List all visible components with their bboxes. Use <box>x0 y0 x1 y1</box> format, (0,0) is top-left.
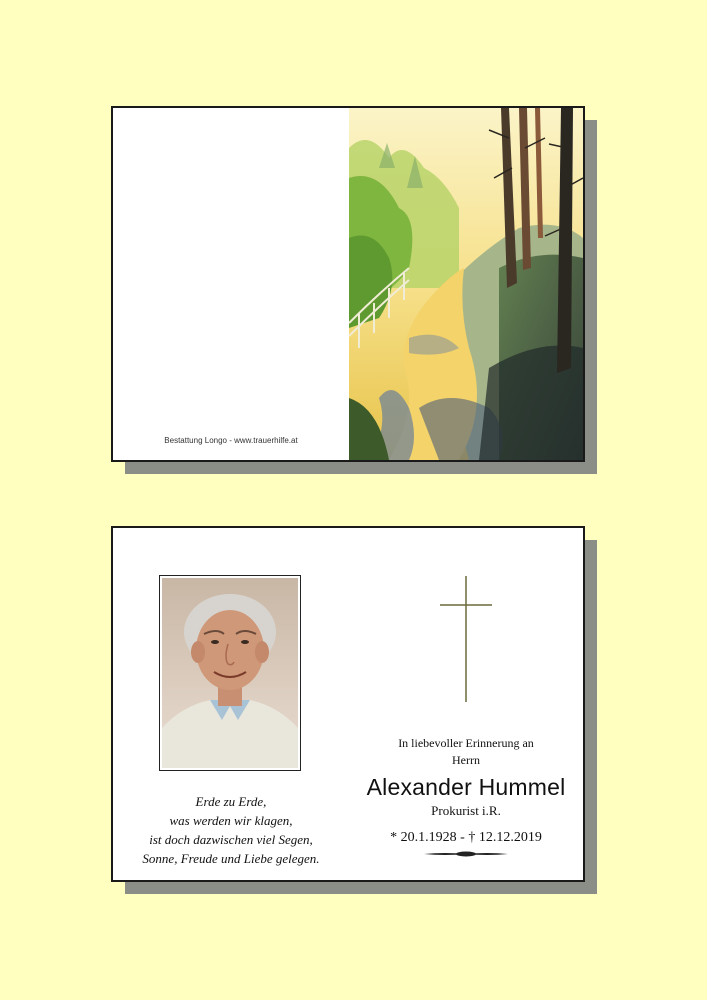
funeral-home-footer: Bestattung Longo - www.trauerhilfe.at <box>164 436 298 445</box>
inside-card <box>111 526 585 882</box>
memorial-intro: In liebevoller Erinnerung an <box>398 736 534 750</box>
deceased-title: Prokurist i.R. <box>431 803 501 818</box>
deceased-name: Alexander Hummel <box>366 774 566 800</box>
honorific: Herrn <box>452 753 480 767</box>
forest-path-watercolor <box>349 108 583 460</box>
ornament-divider-icon <box>424 850 508 858</box>
poem-line: ist doch dazwischen viel Segen, <box>149 832 313 847</box>
memorial-poem <box>131 792 331 868</box>
poem-line: was werden wir klagen, <box>169 813 293 828</box>
poem-line: Erde zu Erde, <box>195 794 267 809</box>
memorial-text <box>349 734 583 858</box>
life-dates: * 20.1.1928 - † 12.12.2019 <box>390 830 542 845</box>
portrait-photo <box>159 575 301 771</box>
poem-line: Sonne, Freude und Liebe gelegen. <box>142 851 320 866</box>
cross-icon <box>440 576 492 704</box>
front-card <box>111 106 585 462</box>
